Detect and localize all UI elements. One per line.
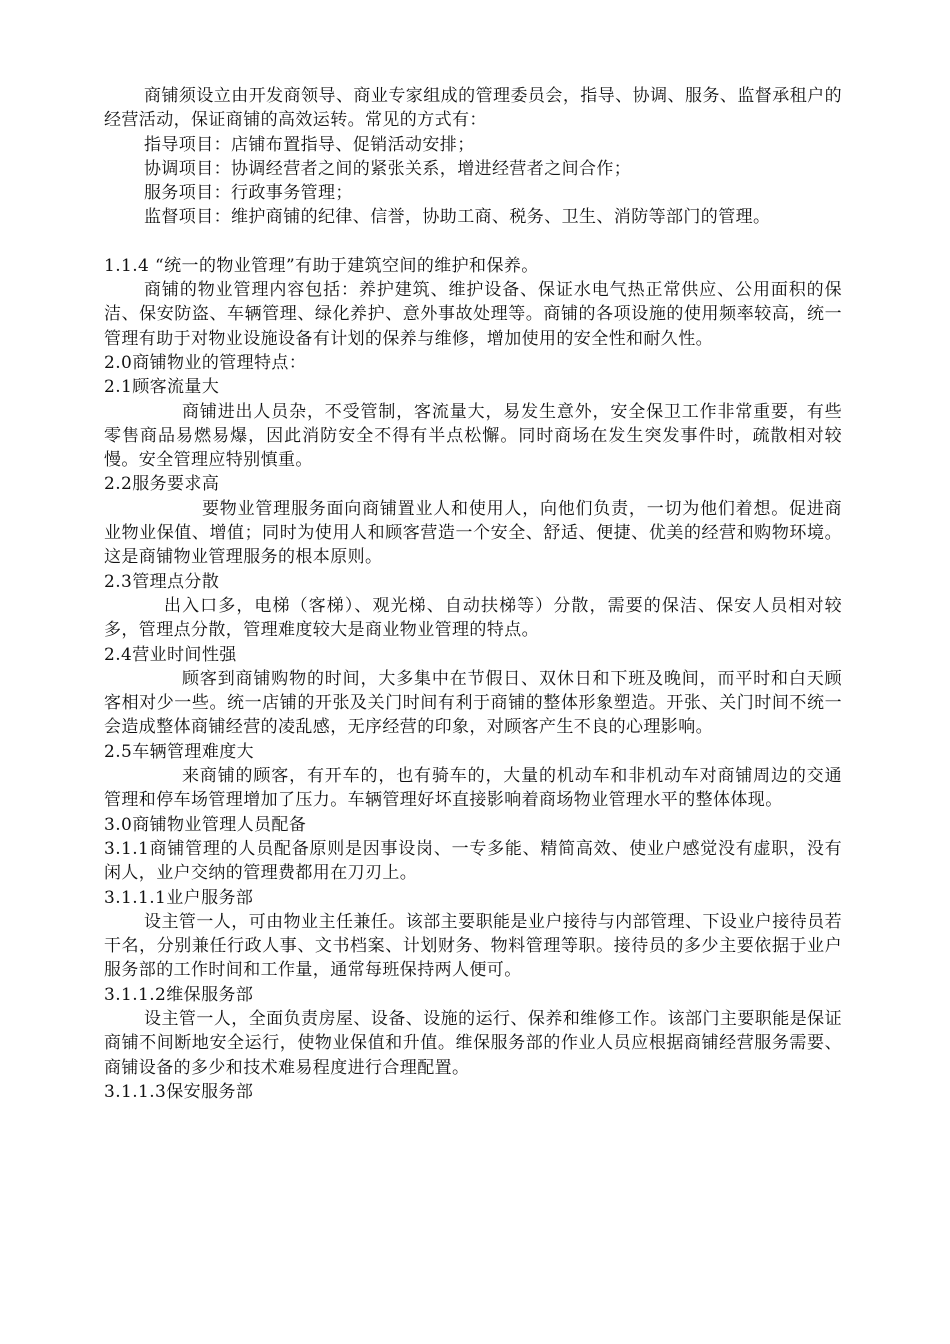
intro-item-supervise: 监督项目：维护商铺的纪律、信誉，协助工商、税务、卫生、消防等部门的管理。	[144, 207, 771, 228]
document-page	[104, 84, 842, 1104]
section-2-4-body: 顾客到商铺购物的时间，大多集中在节假日、双休日和下班及晚间，而平时和白天顾客相对少一些。统一店铺的开张及关门时间有利于商铺的整体形象塑造。开张、关门时间不统一会造成整体商铺经营的凌乱感，无序经营的印象，对顾客产生不良的心理影响。	[104, 668, 842, 738]
section-2-1-heading: 2.1顾客流量大	[104, 377, 220, 398]
section-3-1-1-1-body: 设主管一人，可由物业主任兼任。该部主要职能是业户接待与内部管理、下设业户接待员若干名，分别兼任行政人事、文书档案、计划财务、物料管理等职。接待员的多少主要依据于业户服务部的工作时间和工作量，通常每班保持两人便可。	[104, 911, 842, 981]
section-2-5-heading: 2.5车辆管理难度大	[104, 741, 255, 762]
section-2-1-body: 商铺进出人员杂，不受管制，客流量大，易发生意外，安全保卫工作非常重要，有些零售商品易燃易爆，因此消防安全不得有半点松懈。同时商场在发生突发事件时，疏散相对较慢。安全管理应特别慎重。	[104, 401, 842, 471]
section-3-0-heading: 3.0商铺物业管理人员配备	[104, 814, 307, 835]
section-2-4-heading: 2.4营业时间性强	[104, 644, 237, 665]
section-3-1-1-2-heading: 3.1.1.2维保服务部	[104, 984, 254, 1005]
section-3-1-1-2-body: 设主管一人，全面负责房屋、设备、设施的运行、保养和维修工作。该部门主要职能是保证商铺不间断地安全运行，使物业保值和升值。维保服务部的作业人员应根据商铺经营服务需要、商铺设备的多少和技术难易程度进行合理配置。	[104, 1008, 842, 1078]
section-2-3-body: 出入口多，电梯（客梯）、观光梯、自动扶梯等）分散，需要的保洁、保安人员相对较多，管理点分散，管理难度较大是商业物业管理的特点。	[104, 595, 842, 641]
section-1-1-4-body: 商铺的物业管理内容包括：养护建筑、维护设备、保证水电气热正常供应、公用面积的保洁、保安防盗、车辆管理、绿化养护、意外事故处理等。商铺的各项设施的使用频率较高，统一管理有助于对物业设施设备有计划的保养与维修，增加使用的安全性和耐久性。	[104, 280, 842, 349]
intro-item-coordinate: 协调项目：协调经营者之间的紧张关系，增进经营者之间合作；	[144, 158, 632, 179]
section-2-2-body: 要物业管理服务面向商铺置业人和使用人，向他们负责，一切为他们着想。促进商业物业保值、增值；同时为使用人和顾客营造一个安全、舒适、便捷、优美的经营和购物环境。这是商铺物业管理服务的根本原则。	[104, 498, 842, 568]
intro-item-guide: 指导项目：店铺布置指导、促销活动安排；	[144, 134, 475, 155]
section-1-1-4-heading: 1.1.4 “统一的物业管理”有助于建筑空间的维护和保养。	[104, 255, 539, 276]
section-3-1-1-3-heading: 3.1.1.3保安服务部	[104, 1081, 254, 1102]
section-gap	[104, 230, 842, 254]
intro-item-service: 服务项目：行政事务管理；	[144, 183, 353, 204]
section-2-3-heading: 2.3管理点分散	[104, 571, 220, 592]
intro-paragraph: 商铺须设立由开发商领导、商业专家组成的管理委员会，指导、协调、服务、监督承租户的经营活动，保证商铺的高效运转。常见的方式有：	[104, 86, 842, 131]
section-2-2-heading: 2.2服务要求高	[104, 474, 220, 495]
section-3-1-1-1-heading: 3.1.1.1业户服务部	[104, 887, 254, 908]
section-3-1-1-body: 3.1.1商铺管理的人员配备原则是因事设岗、一专多能、精简高效、使业户感觉没有虚职，没有闲人，业户交纳的管理费都用在刀刃上。	[104, 838, 842, 884]
section-2-5-body: 来商铺的顾客，有开车的，也有骑车的，大量的机动车和非机动车对商铺周边的交通管理和停车场管理增加了压力。车辆管理好坏直接影响着商场物业管理水平的整体体现。	[104, 766, 842, 811]
section-2-0-heading: 2.0商铺物业的管理特点：	[104, 352, 307, 373]
